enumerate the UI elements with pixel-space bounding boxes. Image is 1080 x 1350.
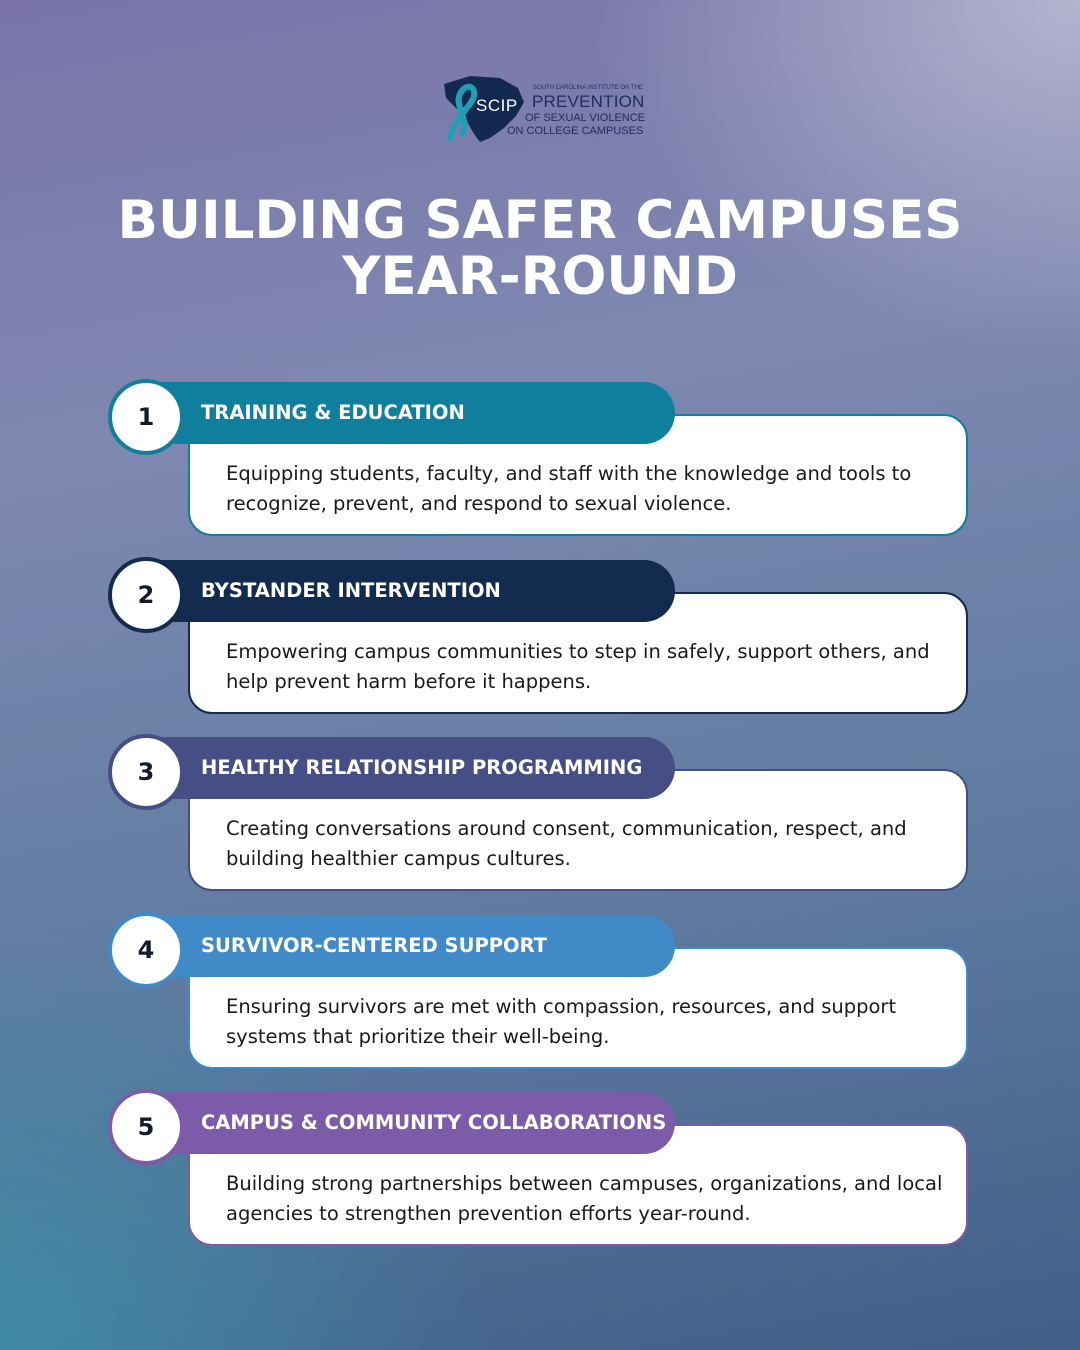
item-description: Empowering campus communities to step in safely, support others, and help prevent harm before it happens. xyxy=(226,640,930,693)
item-number-badge: 2 xyxy=(108,557,184,633)
item-number-badge: 5 xyxy=(108,1089,184,1165)
item-survivor-centered-support xyxy=(108,915,972,1077)
item-heading: HEALTHY RELATIONSHIP PROGRAMMING xyxy=(201,756,643,779)
item-heading: SURVIVOR-CENTERED SUPPORT xyxy=(201,934,548,957)
logo-abbreviation: SCIP xyxy=(476,96,518,115)
item-heading: CAMPUS & COMMUNITY COLLABORATIONS xyxy=(201,1111,667,1134)
page-title-line-1: BUILDING SAFER CAMPUSES xyxy=(117,190,963,251)
logo-main-line: PREVENTION xyxy=(532,92,645,111)
item-number-badge: 1 xyxy=(108,379,184,455)
item-description: Ensuring survivors are met with compassion, resources, and support systems that prioritize their well-being. xyxy=(226,995,897,1048)
item-description: Equipping students, faculty, and staff with the knowledge and tools to recognize, prevent, and respond to sexual violence. xyxy=(226,462,912,515)
page-title xyxy=(0,190,1080,307)
logo-line-2: OF SEXUAL VIOLENCE xyxy=(525,112,646,124)
item-training-education xyxy=(108,382,972,544)
logo-small-line: SOUTH CAROLINA INSTITUTE ON THE xyxy=(533,85,643,91)
item-number-badge: 4 xyxy=(108,912,184,988)
item-description: Building strong partnerships between campuses, organizations, and local agencies to strengthen prevention efforts year-round. xyxy=(226,1172,943,1225)
item-heading: TRAINING & EDUCATION xyxy=(201,401,465,424)
item-campus-community-collaborations xyxy=(108,1092,972,1254)
item-heading: BYSTANDER INTERVENTION xyxy=(201,579,501,602)
logo-line-3: ON COLLEGE CAMPUSES xyxy=(507,125,644,137)
scip-logo xyxy=(440,72,650,144)
page-title-line-2: YEAR-ROUND xyxy=(342,246,738,307)
item-description: Creating conversations around consent, communication, respect, and building healthier campus cultures. xyxy=(226,817,907,870)
item-healthy-relationship-programming xyxy=(108,737,972,899)
item-bystander-intervention xyxy=(108,560,972,722)
item-number-badge: 3 xyxy=(108,734,184,810)
